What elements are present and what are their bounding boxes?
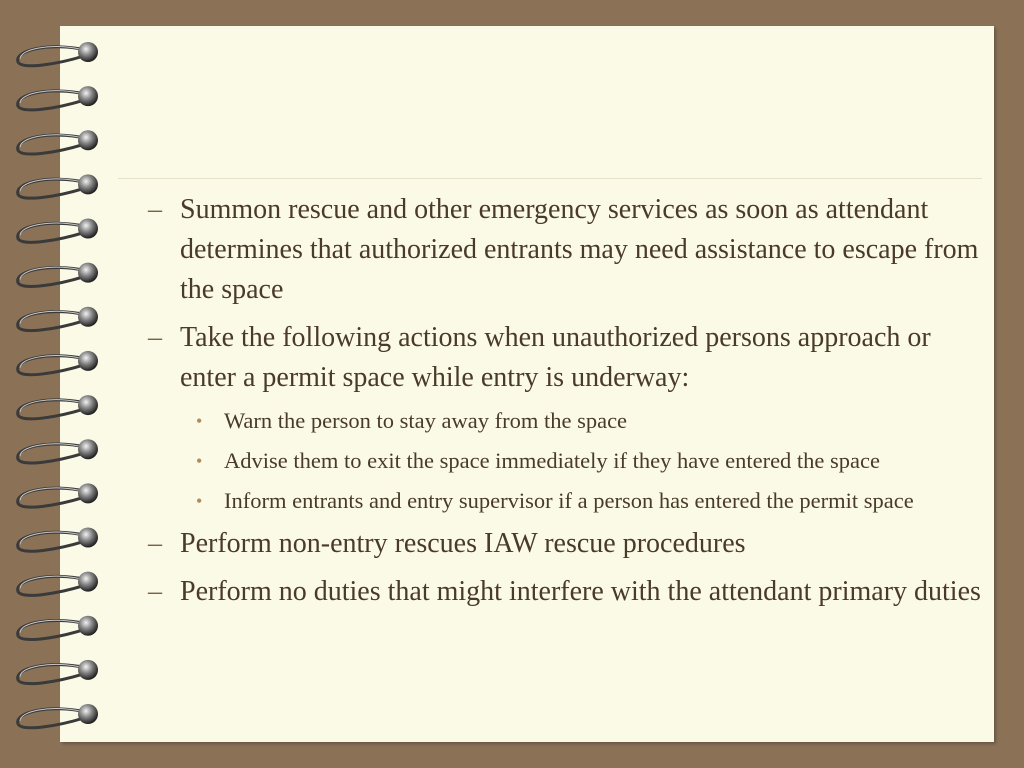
spiral-wire (18, 400, 86, 419)
sub-list-item-text: Inform entrants and entry supervisor if a person has entered the permit space (224, 488, 914, 513)
spiral-ring (78, 704, 98, 724)
bullet-content (140, 190, 990, 620)
spiral-binding-icon (0, 0, 110, 768)
sub-list (140, 404, 990, 518)
list-item (140, 524, 990, 564)
spiral-wire (18, 47, 86, 66)
spiral-wire (18, 665, 86, 684)
spiral-ring (78, 483, 98, 503)
list-item (140, 318, 990, 398)
dash-marker: – (148, 576, 162, 607)
spiral-ring (78, 263, 98, 283)
spiral-ring (78, 307, 98, 327)
spiral-wire (18, 223, 86, 242)
spiral-ring (78, 174, 98, 194)
spiral-wire (18, 179, 86, 198)
list-item (140, 572, 990, 612)
spiral-ring (78, 616, 98, 636)
spiral-wire (18, 135, 86, 154)
spiral-ring (78, 660, 98, 680)
sub-list-item (140, 404, 990, 438)
spiral-ring (78, 42, 98, 62)
dash-marker: – (148, 194, 162, 225)
spiral-wire (18, 91, 86, 110)
spiral-ring (78, 572, 98, 592)
sub-list-item (140, 484, 990, 518)
sub-list-item-text: Warn the person to stay away from the space (224, 408, 628, 433)
spiral-wire (18, 356, 86, 375)
bullet-marker: • (196, 411, 203, 431)
spiral-wire (18, 312, 86, 331)
title-divider (118, 178, 982, 179)
spiral-ring (78, 219, 98, 239)
list-item-text: Perform non-entry rescues IAW rescue procedures (180, 528, 746, 559)
spiral-ring (78, 395, 98, 415)
spiral-ring (78, 130, 98, 150)
spiral-ring (78, 351, 98, 371)
spiral-wire (18, 709, 86, 728)
spiral-wire (18, 444, 86, 463)
spiral-wire (18, 488, 86, 507)
list-item-text: Take the following actions when unauthorized persons approach or enter a permit space while entry is underway: (180, 322, 931, 393)
sub-list-item (140, 444, 990, 478)
spiral-ring (78, 439, 98, 459)
bullet-marker: • (196, 491, 203, 511)
spiral-ring (78, 86, 98, 106)
dash-marker: – (148, 528, 162, 559)
list-item-text: Summon rescue and other emergency services as soon as attendant determines that authorized entrants may need assistance to escape from the space (180, 194, 979, 305)
spiral-ring (78, 527, 98, 547)
spiral-wire (18, 532, 86, 551)
spiral-wire (18, 267, 86, 286)
spiral-wire (18, 621, 86, 640)
sub-list-item-text: Advise them to exit the space immediately if they have entered the space (224, 448, 881, 473)
spiral-wire (18, 576, 86, 595)
bullet-marker: • (196, 451, 203, 471)
list-item (140, 190, 990, 310)
dash-marker: – (148, 322, 162, 353)
list-item-text: Perform no duties that might interfere with the attendant primary duties (180, 576, 981, 607)
